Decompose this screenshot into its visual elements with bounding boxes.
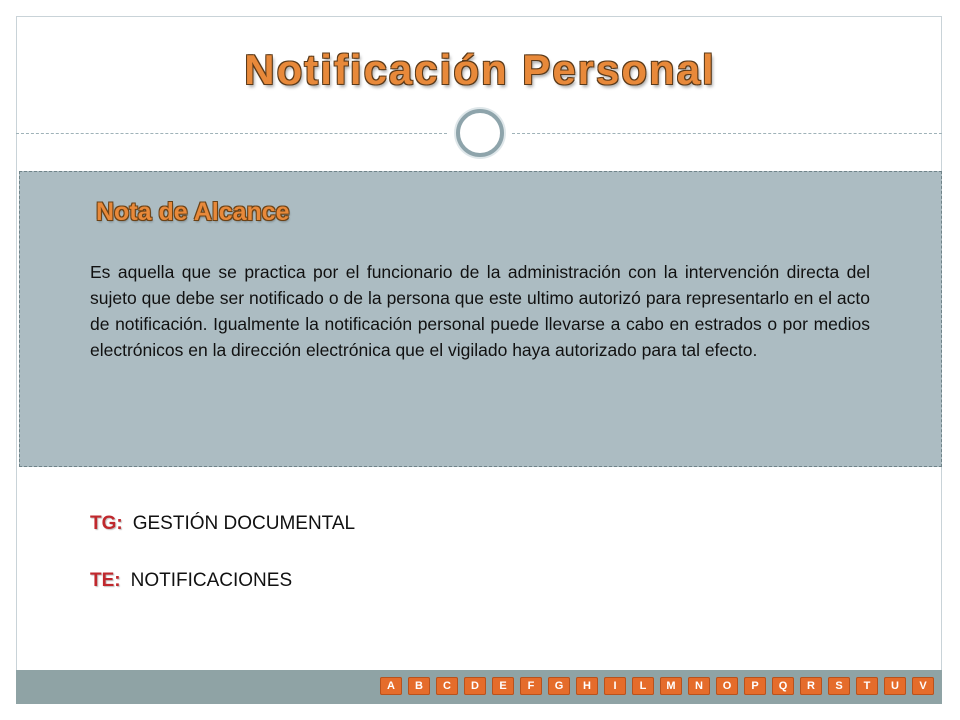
letter-button-d[interactable]: D xyxy=(464,677,486,695)
term-tg-label: TG: xyxy=(90,513,123,534)
letter-button-o[interactable]: O xyxy=(716,677,738,695)
letter-button-n[interactable]: N xyxy=(688,677,710,695)
letter-button-c[interactable]: C xyxy=(436,677,458,695)
divider-line-left xyxy=(16,133,447,134)
alphabet-nav xyxy=(380,677,934,695)
term-te-value: NOTIFICACIONES xyxy=(130,570,293,591)
letter-button-l[interactable]: L xyxy=(632,677,654,695)
letter-button-b[interactable]: B xyxy=(408,677,430,695)
definition-text: Es aquella que se practica por el funcionario de la administración con la intervención directa del sujeto que debe ser notificado o de la persona que este ultimo autorizó para representarlo en el acto de notificación. Igualmente la notificación personal puede llevarse a cabo en estrados o por medios electrónicos en la dirección electrónica que el vigilado haya autorizado para tal efecto. xyxy=(90,262,870,360)
letter-button-u[interactable]: U xyxy=(884,677,906,695)
ring-divider-icon xyxy=(456,109,504,157)
term-tg-row xyxy=(90,513,355,535)
letter-button-i[interactable]: I xyxy=(604,677,626,695)
term-te-row xyxy=(90,570,292,592)
letter-button-m[interactable]: M xyxy=(660,677,682,695)
letter-button-g[interactable]: G xyxy=(548,677,570,695)
letter-button-q[interactable]: Q xyxy=(772,677,794,695)
term-tg-value: GESTIÓN DOCUMENTAL xyxy=(132,513,356,534)
section-heading: Nota de Alcance xyxy=(96,198,290,226)
letter-button-e[interactable]: E xyxy=(492,677,514,695)
letter-button-v[interactable]: V xyxy=(912,677,934,695)
divider-line-right xyxy=(512,133,942,134)
letter-button-t[interactable]: T xyxy=(856,677,878,695)
letter-button-h[interactable]: H xyxy=(576,677,598,695)
slide-title: Notificación Personal xyxy=(244,46,716,93)
letter-button-s[interactable]: S xyxy=(828,677,850,695)
term-te-label: TE: xyxy=(90,570,121,591)
letter-button-a[interactable]: A xyxy=(380,677,402,695)
letter-button-r[interactable]: R xyxy=(800,677,822,695)
letter-button-f[interactable]: F xyxy=(520,677,542,695)
letter-button-p[interactable]: P xyxy=(744,677,766,695)
